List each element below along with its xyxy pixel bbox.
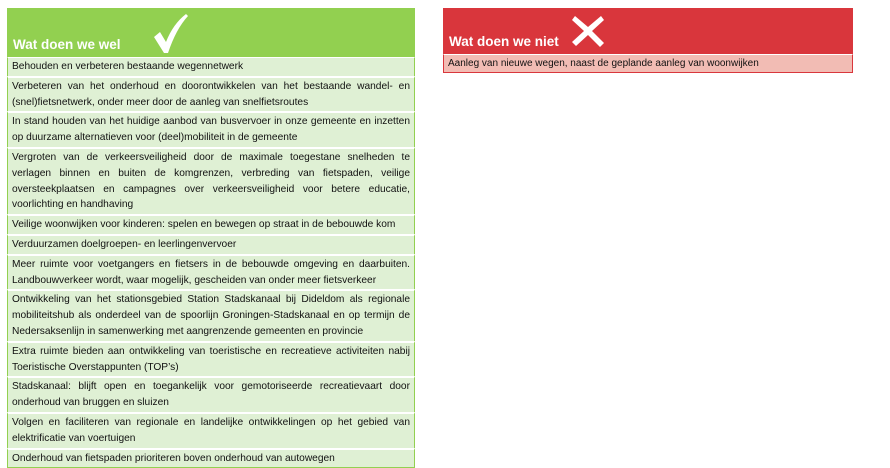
niet-list-item: Aanleg van nieuwe wegen, naast de geplande aanleg van woonwijken <box>443 54 853 73</box>
wel-list-item: Stadskanaal: blijft open en toegankelijk voor gemotoriseerde recreatievaart door onderhoud van bruggen en sluizen <box>7 376 415 412</box>
wat-doen-we-wel-panel <box>7 8 415 468</box>
wat-doen-we-niet-panel <box>443 8 853 73</box>
niet-list <box>443 54 853 73</box>
niet-title: Wat doen we niet <box>449 34 559 49</box>
wel-list-item: Verduurzamen doelgroepen- en leerlingenvervoer <box>7 234 415 254</box>
wel-list-item: In stand houden van het huidige aanbod van busvervoer in onze gemeente en inzetten op duurzame alternatieven voor (deel)mobiliteit in de gemeente <box>7 111 415 147</box>
checkmark-icon <box>151 12 189 59</box>
wel-list-item: Onderhoud van fietspaden prioriteren boven onderhoud van autowegen <box>7 448 415 468</box>
wel-list-item: Meer ruimte voor voetgangers en fietsers in de bebouwde omgeving en daarbuiten. Landbouwverkeer wordt, waar mogelijk, gescheiden van onder meer fietsverkeer <box>7 254 415 290</box>
wel-list-item: Extra ruimte bieden aan ontwikkeling van toeristische en recreatieve activiteiten nabij Toeristische Overstappunten (TOP’s) <box>7 341 415 377</box>
wel-list-item: Vergroten van de verkeersveiligheid door de maximale toegestane snelheden te verlagen binnen en buiten de komgrenzen, verbreding van fietspaden, veilige oversteekplaatsen en campagnes over verkeersveiligheid voor betere educatie, voorlichting en handhaving <box>7 147 415 214</box>
niet-header <box>443 8 853 54</box>
wel-title: Wat doen we wel <box>13 37 121 52</box>
wel-list-item: Veilige woonwijken voor kinderen: spelen en bewegen op straat in de bebouwde kom <box>7 214 415 234</box>
wel-list-item: Behouden en verbeteren bestaande wegennetwerk <box>7 57 415 76</box>
wel-list-item: Volgen en faciliteren van regionale en landelijke ontwikkelingen op het gebied van elektrificatie van voertuigen <box>7 412 415 448</box>
wel-list-item: Verbeteren van het onderhoud en doorontwikkelen van het bestaande wandel- en (snel)fietsnetwerk, onder meer door de aanleg van snelfietsroutes <box>7 76 415 112</box>
wel-list-item: Ontwikkeling van het stationsgebied Station Stadskanaal bij Dideldom als regionale mobiliteitshub als onderdeel van de spoorlijn Groningen-Stadskanaal en op termijn de Nedersaksenlijn in samenwerking met aangrenzende gemeenten en provincie <box>7 289 415 340</box>
wel-list <box>7 57 415 468</box>
wel-header <box>7 8 415 57</box>
cross-icon <box>571 14 605 51</box>
